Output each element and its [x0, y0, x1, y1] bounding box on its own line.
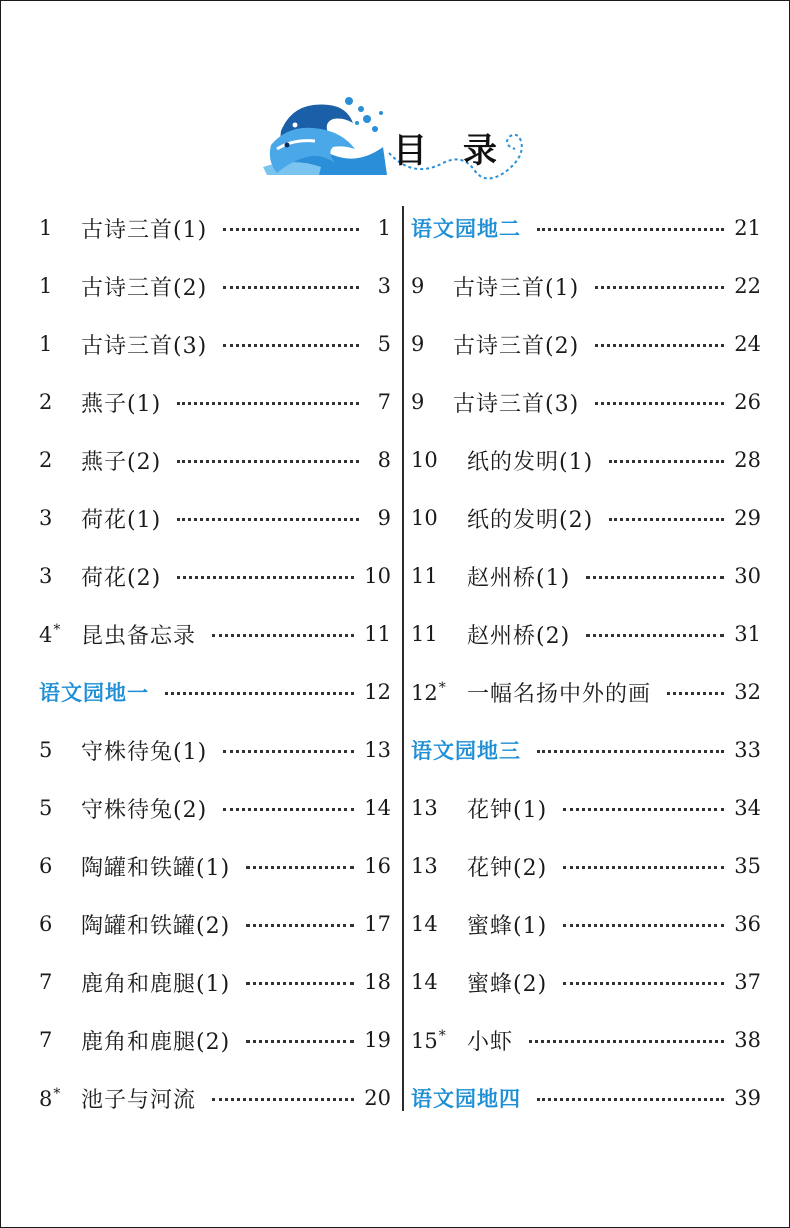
toc-entry[interactable] [411, 837, 761, 895]
toc-entry[interactable] [411, 257, 761, 315]
dot-leader [563, 982, 724, 985]
lesson-number-text: 5 [39, 738, 53, 762]
page-number: 21 [734, 216, 761, 240]
page-number: 36 [734, 912, 761, 936]
lesson-number-text: 7 [39, 1028, 53, 1052]
toc-entry[interactable] [411, 373, 761, 431]
lesson-number-text: 9 [411, 274, 425, 298]
lesson-number-text: 12 [411, 680, 438, 705]
page-number: 38 [734, 1028, 761, 1052]
toc-entry[interactable] [39, 431, 391, 489]
lesson-number [411, 332, 453, 356]
page-number: 29 [734, 506, 761, 530]
lesson-number [39, 564, 81, 588]
lesson-number [411, 564, 467, 588]
lesson-number-text: 5 [39, 796, 53, 820]
page-number: 16 [364, 854, 391, 878]
lesson-number-text: 9 [411, 390, 425, 414]
page-number: 24 [734, 332, 761, 356]
page-number: 31 [734, 622, 761, 646]
optional-star-mark: * [438, 1027, 446, 1044]
lesson-number-text: 13 [411, 796, 438, 820]
toc-header [263, 83, 553, 183]
lesson-number-text: 10 [411, 506, 438, 530]
lesson-number [39, 970, 81, 994]
toc-entry[interactable] [39, 895, 391, 953]
page-number: 39 [734, 1086, 761, 1110]
dot-leader [177, 518, 359, 521]
toc-right-column [411, 199, 761, 1127]
dot-leader [667, 692, 724, 695]
lesson-number-text: 2 [39, 448, 53, 472]
dot-leader [212, 1098, 354, 1101]
lesson-number [411, 912, 467, 936]
toc-entry[interactable] [411, 489, 761, 547]
optional-star-mark: * [53, 621, 61, 638]
lesson-title: 花钟(1) [467, 797, 548, 823]
page-number: 10 [364, 564, 391, 588]
page-number: 7 [377, 390, 391, 414]
lesson-title: 荷花(2) [81, 565, 162, 591]
lesson-title: 赵州桥(1) [467, 565, 571, 591]
lesson-number [411, 1028, 467, 1053]
lesson-number [39, 854, 81, 878]
page-number: 11 [364, 622, 391, 646]
page-number: 1 [377, 216, 391, 240]
lesson-number-text: 9 [411, 332, 425, 356]
page-number: 34 [734, 796, 761, 820]
optional-star-mark: * [438, 679, 446, 696]
lesson-number-text: 1 [39, 216, 53, 240]
lesson-number-text: 6 [39, 912, 53, 936]
lesson-number [39, 622, 81, 647]
lesson-number [39, 1086, 81, 1111]
dot-leader [529, 1040, 724, 1043]
lesson-number-text: 11 [411, 564, 438, 588]
page-number: 22 [734, 274, 761, 298]
dot-leader [595, 286, 724, 289]
lesson-title: 守株待兔(1) [81, 739, 208, 765]
page-number: 12 [364, 680, 391, 704]
toc-left-column [39, 199, 391, 1127]
toc-entry[interactable] [39, 547, 391, 605]
dot-leader [223, 228, 359, 231]
optional-star-mark: * [53, 1085, 61, 1102]
dot-leader [563, 808, 724, 811]
toc-entry[interactable] [39, 1069, 391, 1127]
lesson-title: 小虾 [467, 1029, 514, 1055]
lesson-number [39, 738, 81, 762]
lesson-number-text: 1 [39, 332, 53, 356]
lesson-number-text: 3 [39, 564, 53, 588]
lesson-number-text: 14 [411, 970, 438, 994]
toc-section-entry[interactable] [411, 721, 761, 779]
page-number: 17 [364, 912, 391, 936]
lesson-number [39, 390, 81, 414]
lesson-number [411, 448, 467, 472]
page-number: 14 [364, 796, 391, 820]
lesson-number-text: 8 [39, 1086, 53, 1111]
dot-leader [563, 866, 724, 869]
lesson-number [39, 274, 81, 298]
lesson-number-text: 4 [39, 622, 53, 647]
toc-section-entry[interactable] [411, 1069, 761, 1127]
dot-leader [223, 750, 354, 753]
lesson-number-text: 7 [39, 970, 53, 994]
section-title: 语文园地三 [411, 739, 521, 763]
dot-leader [246, 866, 354, 869]
dot-leader [537, 228, 724, 231]
lesson-title: 古诗三首(1) [81, 217, 208, 243]
toc-entry[interactable] [411, 315, 761, 373]
lesson-number-text: 10 [411, 448, 438, 472]
toc-entry[interactable] [411, 895, 761, 953]
lesson-title: 燕子(2) [81, 449, 162, 475]
page-number: 3 [377, 274, 391, 298]
lesson-number-text: 15 [411, 1028, 438, 1053]
dot-leader [586, 576, 724, 579]
lesson-title: 古诗三首(3) [81, 333, 208, 359]
dot-leader [563, 924, 724, 927]
dot-leader [165, 692, 354, 695]
lesson-title: 古诗三首(3) [453, 391, 580, 417]
lesson-number [411, 390, 453, 414]
toc-entry[interactable] [411, 663, 761, 721]
dot-leader [537, 750, 724, 753]
lesson-title: 花钟(2) [467, 855, 548, 881]
toc-entry[interactable] [39, 315, 391, 373]
lesson-number [39, 216, 81, 240]
page-number: 9 [377, 506, 391, 530]
dot-leader [609, 518, 724, 521]
lesson-number [411, 970, 467, 994]
dot-leader [223, 344, 359, 347]
page-number: 37 [734, 970, 761, 994]
lesson-title: 蜜蜂(1) [467, 913, 548, 939]
lesson-title: 古诗三首(2) [453, 333, 580, 359]
page-title: 目录 [393, 131, 533, 171]
lesson-number [39, 448, 81, 472]
lesson-number-text: 13 [411, 854, 438, 878]
lesson-title: 一幅名扬中外的画 [467, 681, 652, 707]
lesson-number [39, 1028, 81, 1052]
lesson-number [39, 912, 81, 936]
section-title: 语文园地四 [411, 1087, 521, 1111]
section-title: 语文园地一 [39, 681, 149, 705]
lesson-title: 纸的发明(1) [467, 449, 594, 475]
lesson-title: 古诗三首(2) [81, 275, 208, 301]
page-number: 28 [734, 448, 761, 472]
page-number: 18 [364, 970, 391, 994]
dot-leader [246, 982, 354, 985]
lesson-number [411, 506, 467, 530]
lesson-title: 鹿角和鹿腿(2) [81, 1029, 231, 1055]
page-number: 32 [734, 680, 761, 704]
lesson-title: 陶罐和铁罐(2) [81, 913, 231, 939]
dot-leader [595, 344, 724, 347]
page-number: 35 [734, 854, 761, 878]
dot-leader [212, 634, 354, 637]
page-number: 20 [364, 1086, 391, 1110]
lesson-number [411, 622, 467, 646]
page-number: 26 [734, 390, 761, 414]
toc-entry[interactable] [411, 1011, 761, 1069]
toc-entry[interactable] [411, 605, 761, 663]
toc-entry[interactable] [39, 721, 391, 779]
lesson-title: 守株待兔(2) [81, 797, 208, 823]
toc-entry[interactable] [39, 257, 391, 315]
lesson-number [39, 796, 81, 820]
lesson-title: 鹿角和鹿腿(1) [81, 971, 231, 997]
lesson-title: 陶罐和铁罐(1) [81, 855, 231, 881]
lesson-number [411, 680, 467, 705]
toc-entry[interactable] [39, 605, 391, 663]
lesson-title: 昆虫备忘录 [81, 623, 197, 649]
dot-leader [177, 576, 354, 579]
lesson-number-text: 2 [39, 390, 53, 414]
toc-section-entry[interactable] [39, 663, 391, 721]
page-number: 33 [734, 738, 761, 762]
dot-leader [586, 634, 724, 637]
toc-entry[interactable] [39, 953, 391, 1011]
dot-leader [223, 808, 354, 811]
lesson-number-text: 14 [411, 912, 438, 936]
toc-entry[interactable] [411, 779, 761, 837]
dot-leader [246, 1040, 354, 1043]
dot-leader [609, 460, 724, 463]
toc-entry[interactable] [39, 373, 391, 431]
toc-entry[interactable] [39, 837, 391, 895]
toc-entry[interactable] [411, 953, 761, 1011]
lesson-title: 池子与河流 [81, 1087, 197, 1113]
lesson-number-text: 1 [39, 274, 53, 298]
lesson-number [411, 854, 467, 878]
toc-entry[interactable] [39, 1011, 391, 1069]
lesson-number-text: 3 [39, 506, 53, 530]
page-number: 30 [734, 564, 761, 588]
dot-leader [246, 924, 354, 927]
dot-leader [177, 460, 359, 463]
page-number: 13 [364, 738, 391, 762]
lesson-title: 蜜蜂(2) [467, 971, 548, 997]
page-number: 5 [377, 332, 391, 356]
toc-entry[interactable] [39, 489, 391, 547]
lesson-number [411, 796, 467, 820]
lesson-title: 古诗三首(1) [453, 275, 580, 301]
toc-entry[interactable] [39, 199, 391, 257]
lesson-title: 纸的发明(2) [467, 507, 594, 533]
lesson-number [411, 274, 453, 298]
dot-leader [537, 1098, 724, 1101]
toc-entry[interactable] [411, 547, 761, 605]
toc-entry[interactable] [39, 779, 391, 837]
lesson-number-text: 11 [411, 622, 438, 646]
section-title: 语文园地二 [411, 217, 521, 241]
lesson-number-text: 6 [39, 854, 53, 878]
page-number: 8 [377, 448, 391, 472]
lesson-title: 燕子(1) [81, 391, 162, 417]
lesson-number [39, 332, 81, 356]
column-divider [402, 206, 404, 1111]
dot-leader [223, 286, 359, 289]
dot-leader [177, 402, 359, 405]
dot-leader [595, 402, 724, 405]
lesson-number [39, 506, 81, 530]
page-number: 19 [364, 1028, 391, 1052]
lesson-title: 荷花(1) [81, 507, 162, 533]
toc-entry[interactable] [411, 431, 761, 489]
toc-section-entry[interactable] [411, 199, 761, 257]
lesson-title: 赵州桥(2) [467, 623, 571, 649]
